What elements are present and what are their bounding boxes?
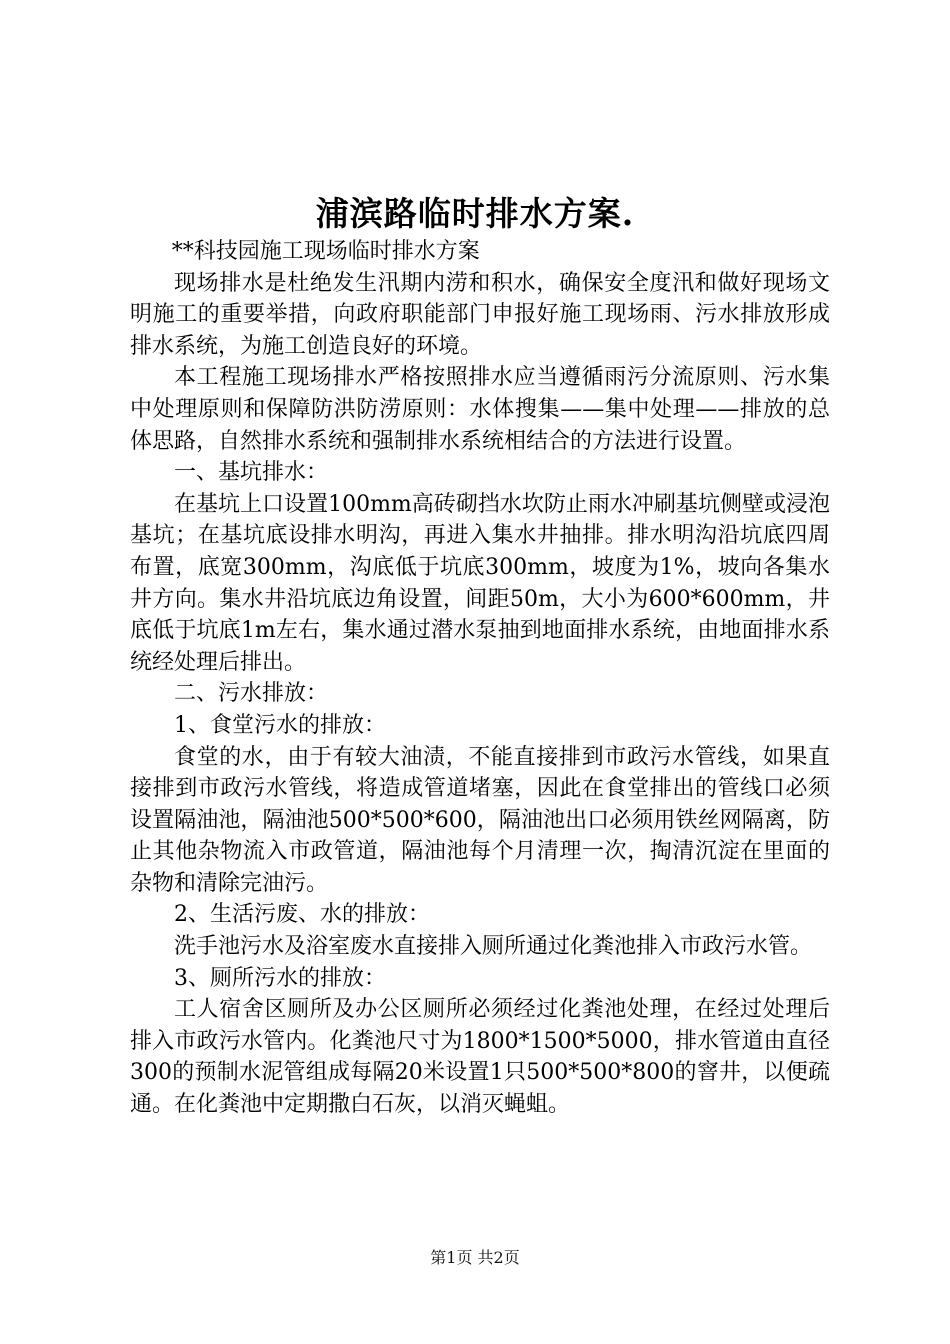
subsection-heading: 1、食堂污水的排放： <box>174 712 386 738</box>
body-paragraph: 在基坑上口设置100mm高砖砌挡水坎防止雨水冲刷基坑侧壁或浸泡基坑；在基坑底设排水明沟，再进入集水井抽排。排水明沟沿坑底四周布置，底宽300mm，沟底低于坑底300mm，坡度为1%，坡向各集水井方向。集水井沿坑底边角设置，间距50m，大小为600*600mm，井底低于坑底1m左右，集水通过潜水泵抽到地面排水系统，由地面排水系统经处理后排出。 <box>130 491 830 675</box>
subsection-heading: 3、厕所污水的排放： <box>174 965 386 991</box>
section-heading: 二、污水排放： <box>174 681 329 707</box>
page-number-footer: 第1页 共2页 <box>430 1248 520 1267</box>
section-heading: 一、基坑排水： <box>174 460 329 486</box>
body-paragraph: 工人宿舍区厕所及办公区厕所必须经过化粪池处理，在经过处理后排入市政污水管内。化粪池尺寸为1800*1500*5000，排水管道由直径300的预制水泥管组成每隔20米设置1只500*500*800的窨井，以便疏通。在化粪池中定期撒白石灰，以消灭蝇蛆。 <box>130 997 830 1118</box>
body-paragraph: 本工程施工现场排水严格按照排水应当遵循雨污分流原则、污水集中处理原则和保障防洪防涝原则：水体搜集——集中处理——排放的总体思路，自然排水系统和强制排水系统相结合的方法进行设置。 <box>130 365 830 454</box>
subsection-heading: 2、生活污废、水的排放： <box>174 902 430 928</box>
subtitle-paragraph: **科技园施工现场临时排水方案 <box>171 239 480 264</box>
document-body <box>130 236 830 1121</box>
body-paragraph: 洗手池污水及浴室废水直接排入厕所通过化粪池排入市政污水管。 <box>174 934 813 960</box>
body-paragraph: 现场排水是杜绝发生汛期内涝和积水，确保安全度汛和做好现场文明施工的重要举措，向政府职能部门申报好施工现场雨、污水排放形成排水系统，为施工创造良好的环境。 <box>130 270 830 359</box>
body-paragraph: 食堂的水，由于有较大油渍，不能直接排到市政污水管线，如果直接排到市政污水管线，将造成管道堵塞，因此在食堂排出的管线口必须设置隔油池，隔油池500*500*600，隔油池出口必须用铁丝网隔离，防止其他杂物流入市政管道，隔油池每个月清理一次，掏清沉淀在里面的杂物和清除完油污。 <box>130 744 830 896</box>
document-title: 浦滨路临时排水方案. <box>315 194 635 233</box>
